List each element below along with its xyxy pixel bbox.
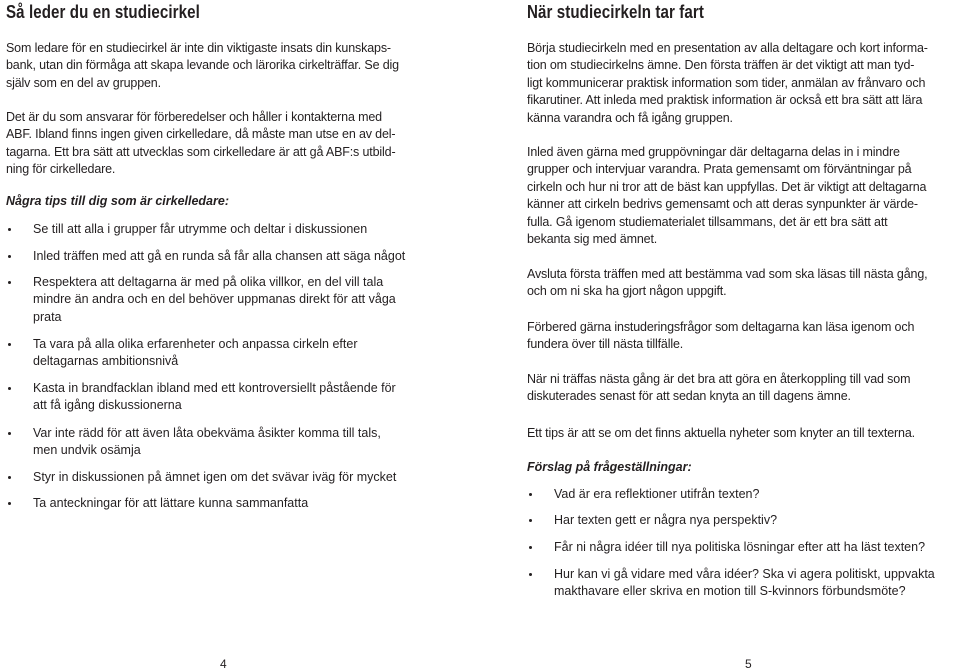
list-item: [6, 425, 438, 460]
list-item-text: Respektera att deltagarna är med på olika villkor, en del vill tala mindre än andra och en del behöver uppmanas direkt för att våga prata: [33, 275, 396, 324]
list-item: [527, 539, 957, 556]
list-item-text: Var inte rädd för att även låta obekväma åsikter komma till tals, men undvik osämja: [33, 426, 381, 458]
bullet-icon: [8, 432, 11, 435]
right-page-number: 5: [745, 657, 752, 671]
closing-paragraph-text: Avsluta första träffen med att bestämma vad som ska läsas till nästa gång, och om ni ska ha gjort någon uppgift.: [527, 267, 928, 299]
bullet-icon: [8, 476, 11, 479]
bullet-icon: [529, 493, 532, 496]
bullet-icon: [8, 502, 11, 505]
left-page-heading: Så leder du en studiecirkel: [6, 2, 200, 22]
list-item-text: Har texten gett er några nya perspektiv?: [554, 513, 778, 527]
followup-paragraph-text: När ni träffas nästa gång är det bra att göra en återkoppling till vad som diskuterades senast för att sedan knyta an till dagens ämne.: [527, 372, 911, 404]
start-paragraph-text: Börja studiecirkeln med en presentation av alla deltagare och kort informa- tion om studiecirkelns ämne. Den första träffen är det viktigt att man tyd- ligt kommunicerar praktisk information som tider, anmälan av frånvaro och fikarutiner. Att inleda med praktisk information är också ett bra sätt att lära känna varandra och få igång gruppen.: [527, 41, 928, 125]
followup-paragraph: [527, 371, 957, 406]
list-item-text: Får ni några idéer till nya politiska lösningar efter att ha läst texten?: [554, 540, 926, 554]
questions-heading: Förslag på frågeställningar:: [527, 460, 692, 474]
list-item: [6, 221, 438, 238]
bullet-icon: [8, 255, 11, 258]
list-item: [527, 486, 957, 503]
bullet-icon: [8, 343, 11, 346]
list-item: [527, 566, 957, 601]
bullet-icon: [529, 519, 532, 522]
intro-paragraph-text: Som ledare för en studiecirkel är inte din viktigaste insats din kunskaps- bank, utan din förmåga att skapa levande och lärorika cirkelträffar. Se dig själv som en del av gruppen.: [6, 41, 399, 90]
study-questions-paragraph-text: Förbered gärna instuderingsfrågor som deltagarna kan läsa igenom och fundera över till nästa tillfälle.: [527, 320, 915, 352]
list-item: [6, 495, 438, 512]
list-item-text: Vad är era reflektioner utifrån texten?: [554, 487, 760, 501]
list-item-text: Ta anteckningar för att lättare kunna sammanfatta: [33, 496, 309, 510]
tips-heading: Några tips till dig som är cirkelledare:: [6, 194, 229, 208]
study-questions-paragraph: [527, 319, 957, 354]
news-tip-paragraph: [527, 425, 957, 442]
bullet-icon: [8, 387, 11, 390]
list-item: [6, 248, 438, 265]
group-exercise-paragraph-text: Inled även gärna med gruppövningar där deltagarna delas in i mindre grupper och intervjuar varandra. Prata gemensamt om förväntningar på cirkeln och hur ni tror att de bäst kan uppfyllas. Det är viktigt att deltagarna känner att cirkeln bedrivs gemensamt och att deras synpunkter är värde- fulla. Gå igenom studiematerialet tillsammans, det är ett bra sätt att bekanta sig med ämnet.: [527, 145, 927, 247]
group-exercise-paragraph: [527, 144, 957, 248]
responsibility-paragraph-text: Det är du som ansvarar för förberedelser och håller i kontakterna med ABF. Ibland finns ingen given cirkelledare, då måste man utse en av del- tagarna. Ett bra sätt att utvecklas som cirkelledare är att gå ABF:s utbild- ning för cirkelledare.: [6, 110, 396, 177]
left-page-number: 4: [220, 657, 227, 671]
right-page-heading: När studiecirkeln tar fart: [527, 2, 704, 22]
list-item: [527, 512, 957, 529]
closing-paragraph: [527, 266, 957, 301]
list-item-text: Styr in diskussionen på ämnet igen om det svävar iväg för mycket: [33, 470, 397, 484]
list-item: [6, 274, 438, 326]
list-item: [6, 469, 438, 486]
list-item: [6, 380, 438, 415]
list-item-text: Se till att alla i grupper får utrymme och deltar i diskussionen: [33, 222, 368, 236]
news-tip-paragraph-text: Ett tips är att se om det finns aktuella nyheter som knyter an till texterna.: [527, 426, 915, 440]
bullet-icon: [529, 546, 532, 549]
responsibility-paragraph: [6, 109, 426, 179]
intro-paragraph: [6, 40, 426, 92]
list-item-text: Inled träffen med att gå en runda så får alla chansen att säga något: [33, 249, 406, 263]
bullet-icon: [8, 281, 11, 284]
list-item: [6, 336, 438, 371]
list-item-text: Ta vara på alla olika erfarenheter och anpassa cirkeln efter deltagarnas ambitionsnivå: [33, 337, 358, 369]
bullet-icon: [8, 228, 11, 231]
list-item-text: Hur kan vi gå vidare med våra idéer? Ska vi agera politiskt, uppvakta makthavare eller skriva en motion till S-kvinnors förbundsmöte?: [554, 567, 935, 599]
bullet-icon: [529, 573, 532, 576]
start-paragraph: [527, 40, 957, 127]
list-item-text: Kasta in brandfacklan ibland med ett kontroversiellt påstående för att få igång diskussionerna: [33, 381, 396, 413]
